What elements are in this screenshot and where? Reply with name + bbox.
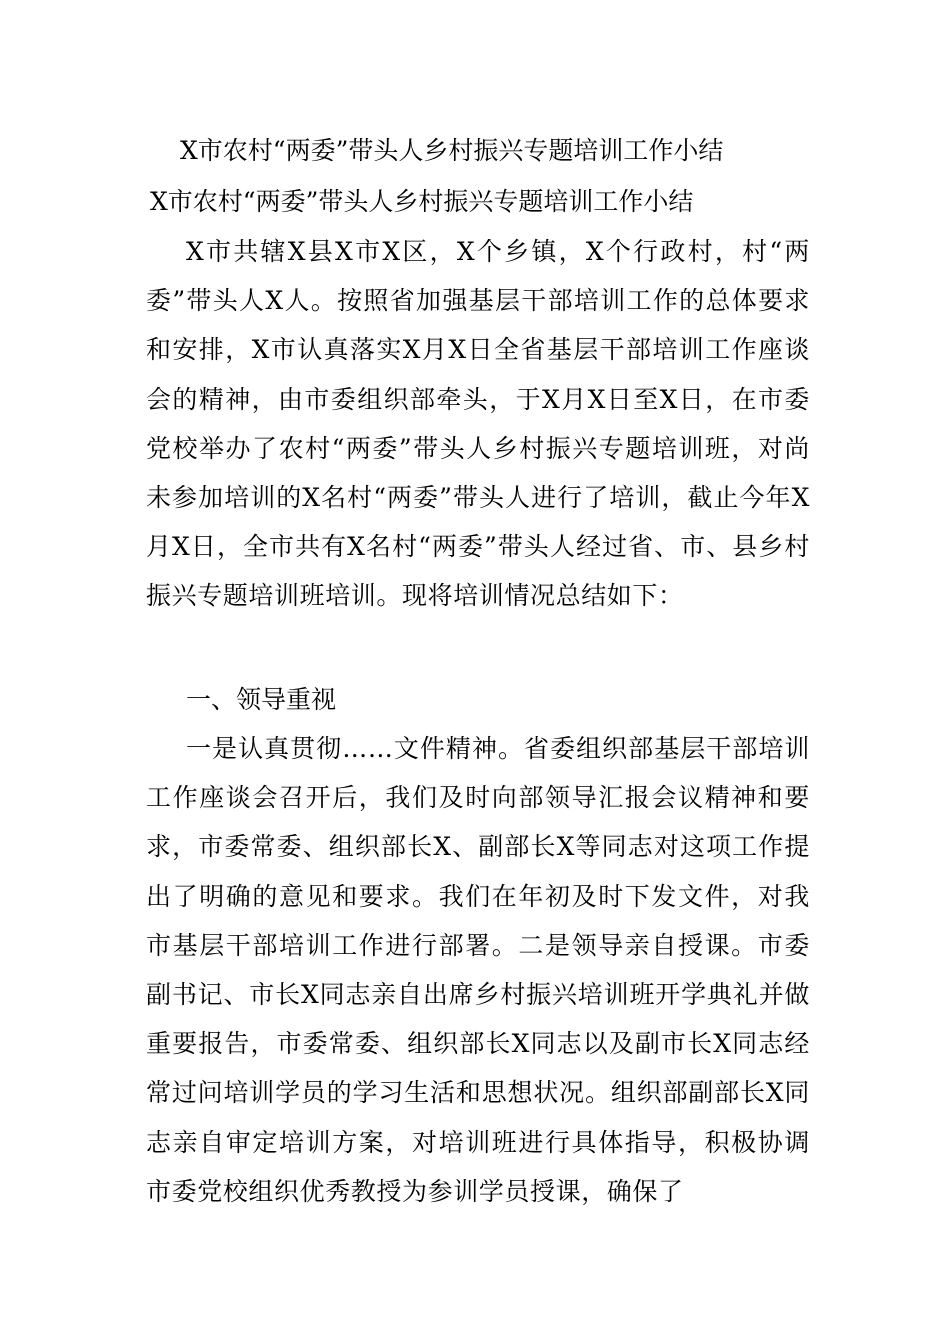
intro-paragraph: X市共辖X县X市X区，X个乡镇，X个行政村，村“两委”带头人X人。按照省加强基层干部培训工作的总体要求和安排，X市认真落实X月X日全省基层干部培训工作座谈会的精神，由市委组织部牵头，于X月X日至X日，在市委党校举办了农村“两委”带头人乡村振兴专题培训班，对尚未参加培训的X名村“两委”带头人进行了培训，截止今年X月X日，全市共有X名村“两委”带头人经过省、市、县乡村振兴专题培训班培训。现将培训情况总结如下： [146, 237, 810, 611]
section-heading-leadership: 一、领导重视 [186, 685, 337, 714]
leadership-paragraph: 一是认真贯彻……文件精神。省委组织部基层干部培训工作座谈会召开后，我们及时向部领导汇报会议精神和要求，市委常委、组织部长X、副部长X等同志对这项工作提出了明确的意见和要求。我们在年初及时下发文件，对我市基层干部培训工作进行部署。二是领导亲自授课。市委副书记、市长X同志亲自出席乡村振兴培训班开学典礼并做重要报告，市委常委、组织部长X同志以及副市长X同志经常过问培训学员的学习生活和思想状况。组织部副部长X同志亲自审定培训方案，对培训班进行具体指导，积极协调市委党校组织优秀教授为参训学员授课，确保了 [146, 734, 810, 1206]
document-title: X市农村“两委”带头人乡村振兴专题培训工作小结 [180, 136, 724, 165]
document-title-repeat: X市农村“两委”带头人乡村振兴专题培训工作小结 [150, 187, 694, 216]
